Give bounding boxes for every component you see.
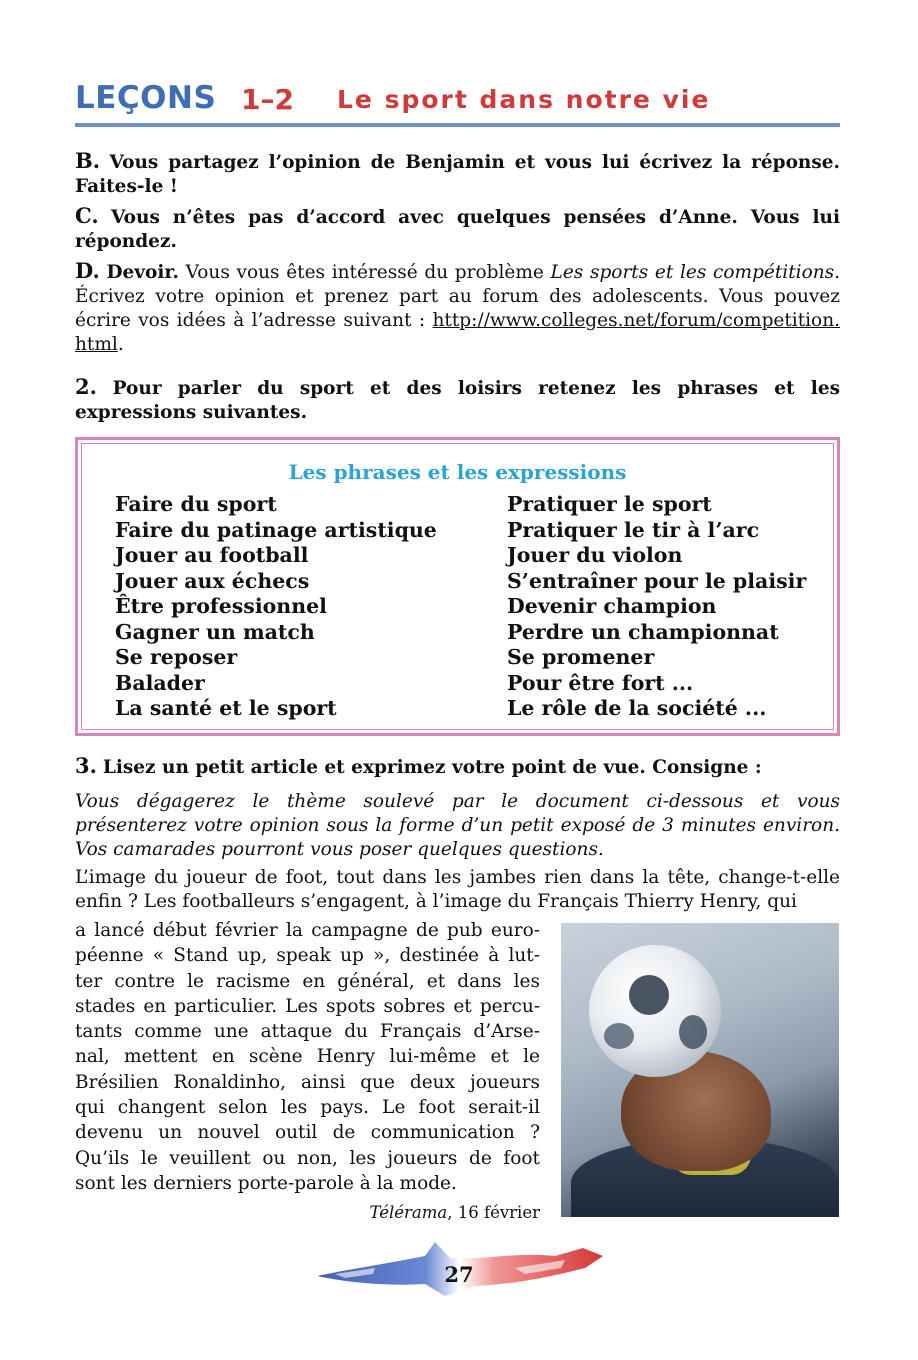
exercise-3-label: 3. (75, 753, 97, 778)
lesson-numbers: 1–2 (241, 83, 294, 116)
article-column (75, 918, 540, 1226)
expression-item: Jouer au football (115, 543, 309, 567)
forum-link[interactable]: http://www.colleges.net/forum/competition.html (75, 310, 840, 355)
section-c-label: C. (75, 203, 99, 228)
section-b (75, 149, 840, 199)
expression-item: Faire du patinage artistique (115, 517, 437, 542)
section-d-italic: Les sports et les compétitions. (550, 262, 841, 283)
expression-item: Balader (115, 670, 205, 695)
section-d-label: D. (75, 258, 100, 283)
expression-item: Devenir champion (507, 594, 717, 618)
header-rule (75, 123, 840, 127)
expression-item: Jouer du violon (507, 543, 683, 567)
page-content (75, 80, 841, 1223)
section-c-text: Vous n’êtes pas d’accord avec quelques pensées d’Anne. Vous lui répondez. (75, 207, 840, 252)
lesson-title: Le sport dans notre vie (337, 85, 711, 114)
expressions-box-inner (81, 443, 834, 730)
expressions-right-column (507, 492, 806, 722)
article-line: ter contre le racisme en général, et dans les (75, 970, 540, 992)
article-line: qui changent selon les pays. Le foot serait-il (75, 1097, 540, 1119)
article-line: péenne « Stand up, speak up », destinée à lut- (75, 945, 540, 967)
section-d-text2: Écrivez votre opinion et prenez part au forum des adolescents. Vous pouvez écrire vos idées à l’adresse suivant : (75, 286, 840, 331)
expression-item: Le rôle de la société ... (507, 696, 767, 720)
article-line: Brésilien Ronaldinho, ainsi que deux joueurs (75, 1071, 540, 1093)
section-d-end: . (117, 334, 124, 355)
section-d-text1: Vous vous êtes intéressé du problème (185, 262, 544, 283)
article-line: sont les derniers porte-parole à la mode. (75, 1172, 457, 1194)
exercise-3-text: Lisez un petit article et exprimez votre point de vue. Consigne : (102, 757, 762, 778)
devoir-label: Devoir. (106, 262, 179, 283)
section-d (75, 259, 840, 357)
source-date: , 16 février (447, 1203, 540, 1223)
section-c (75, 204, 840, 254)
expression-item: Se promener (507, 645, 655, 669)
exercise-2-label: 2. (75, 374, 97, 399)
section-b-text: Vous partagez l’opinion de Benjamin et vous lui écrivez la réponse. Faites-le ! (75, 152, 840, 197)
consigne-text: Vous dégagerez le thème soulevé par le document ci-dessous et vous présenterez votre opinion sous la forme d’un petit exposé de 3 minutes environ. Vos camarades pourront vous poser quelques questions. (75, 791, 840, 860)
article-intro: L’image du joueur de foot, tout dans les jambes rien dans la tête, change-t-elle enfin ? Les footballeurs s’engagent, à l’image du Français Thierry Henry, qui (75, 867, 840, 912)
exercise-2-text: Pour parler du sport et des loisirs retenez les phrases et les expressions suivantes. (75, 378, 841, 423)
football-image (589, 945, 721, 1077)
lesson-label: LEÇONS (75, 80, 217, 116)
article-line: tants comme une attaque du Français d’Arse- (75, 1021, 540, 1043)
article-line: devenu un nouvel outil de communication ? (75, 1122, 540, 1144)
expression-item: Se reposer (115, 645, 238, 669)
expression-item: Pour être fort ... (507, 670, 694, 695)
expression-item: Faire du sport (115, 492, 277, 516)
expressions-box-title: Les phrases et les expressions (288, 460, 627, 484)
expression-item: Pratiquer le tir à l’arc (507, 517, 760, 542)
article-line: a lancé début février la campagne de pub euro- (75, 920, 540, 941)
footballer-photo (561, 923, 839, 1217)
lesson-header (75, 80, 840, 122)
expression-item: Gagner un match (115, 619, 315, 644)
expression-item: Jouer aux échecs (115, 568, 310, 593)
source-name: Télérama (369, 1203, 448, 1223)
article-line: stades en particulier. Les spots sobres et percu- (75, 995, 540, 1017)
page-number: 27 (444, 1262, 474, 1287)
expression-item: La santé et le sport (115, 696, 337, 720)
article-line: Qu’ils le veuillent ou non, les joueurs de foot (75, 1147, 540, 1169)
expressions-left-column (115, 492, 437, 722)
section-b-label: B. (75, 148, 101, 173)
expressions-box (75, 437, 840, 736)
expression-item: S’entraîner pour le plaisir (507, 568, 807, 593)
exercise-2 (75, 375, 840, 425)
article-source (75, 1200, 540, 1225)
exercise-3 (75, 754, 840, 780)
expression-item: Être professionnel (115, 594, 327, 618)
expression-item: Pratiquer le sport (507, 492, 712, 516)
expression-item: Perdre un championnat (507, 619, 779, 644)
article-line: nal, mettent en scène Henry lui-même et le (75, 1046, 540, 1068)
